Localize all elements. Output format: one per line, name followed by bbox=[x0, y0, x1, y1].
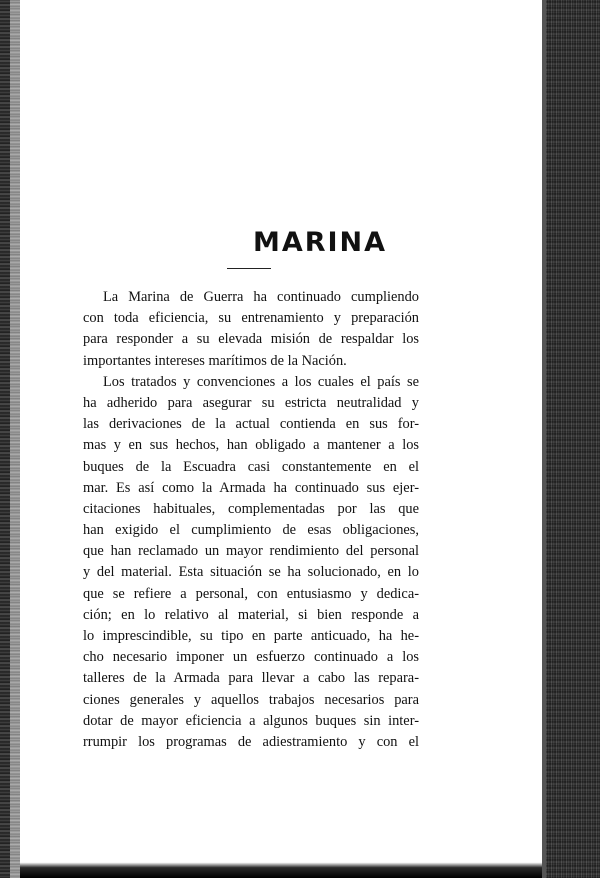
text-line: citaciones habituales, complementadas por las que bbox=[83, 500, 419, 517]
text-line: ción; en lo relativo al material, si bien responde a bbox=[83, 606, 419, 623]
page-title: MARINA bbox=[252, 227, 388, 258]
text-line: mar. Es así como la Armada ha continuado sus ejer- bbox=[83, 479, 419, 496]
text-line: talleres de la Armada para llevar a cabo las repara- bbox=[83, 670, 419, 687]
text-line: para responder a su elevada misión de respaldar los bbox=[83, 331, 419, 348]
body-text bbox=[83, 287, 419, 753]
text-line: con toda eficiencia, su entrenamiento y preparación bbox=[83, 310, 419, 327]
text-line: ha adherido para asegurar su estricta neutralidad y bbox=[83, 394, 419, 411]
text-line: y del material. Esta situación se ha solucionado, en lo bbox=[83, 564, 419, 581]
text-line: que se refiere a personal, con entusiasmo y dedica- bbox=[83, 585, 419, 602]
text-line: que han reclamado un mayor rendimiento del personal bbox=[83, 543, 419, 560]
text-line: dotar de mayor eficiencia a algunos buques sin inter- bbox=[83, 712, 419, 729]
document-page bbox=[20, 0, 542, 852]
text-line: han exigido el cumplimiento de esas obligaciones, bbox=[83, 522, 419, 539]
text-line: La Marina de Guerra ha continuado cumpliendo bbox=[103, 289, 419, 305]
text-line: mas y en sus hechos, han obligado a mantener a los bbox=[83, 437, 419, 454]
scan-edge-left bbox=[0, 0, 20, 878]
scan-edge-bottom bbox=[20, 852, 542, 878]
text-line: Los tratados y convenciones a los cuales el país se bbox=[103, 373, 419, 390]
text-line: buques de la Escuadra casi constantemente en el bbox=[83, 458, 419, 475]
text-line: cho necesario imponer un esfuerzo continuado a los bbox=[83, 649, 419, 666]
text-line: rrumpir los programas de adiestramiento y con el bbox=[83, 733, 419, 750]
scan-edge-right bbox=[542, 0, 600, 878]
text-line: las derivaciones de la actual contienda en sus for- bbox=[83, 416, 419, 433]
text-line: lo imprescindible, su tipo en parte anticuado, ha he- bbox=[83, 628, 419, 644]
text-line: ciones generales y aquellos trabajos necesarios para bbox=[83, 691, 419, 708]
title-rule bbox=[227, 268, 271, 269]
text-line: importantes intereses marítimos de la Nación. bbox=[83, 352, 347, 369]
